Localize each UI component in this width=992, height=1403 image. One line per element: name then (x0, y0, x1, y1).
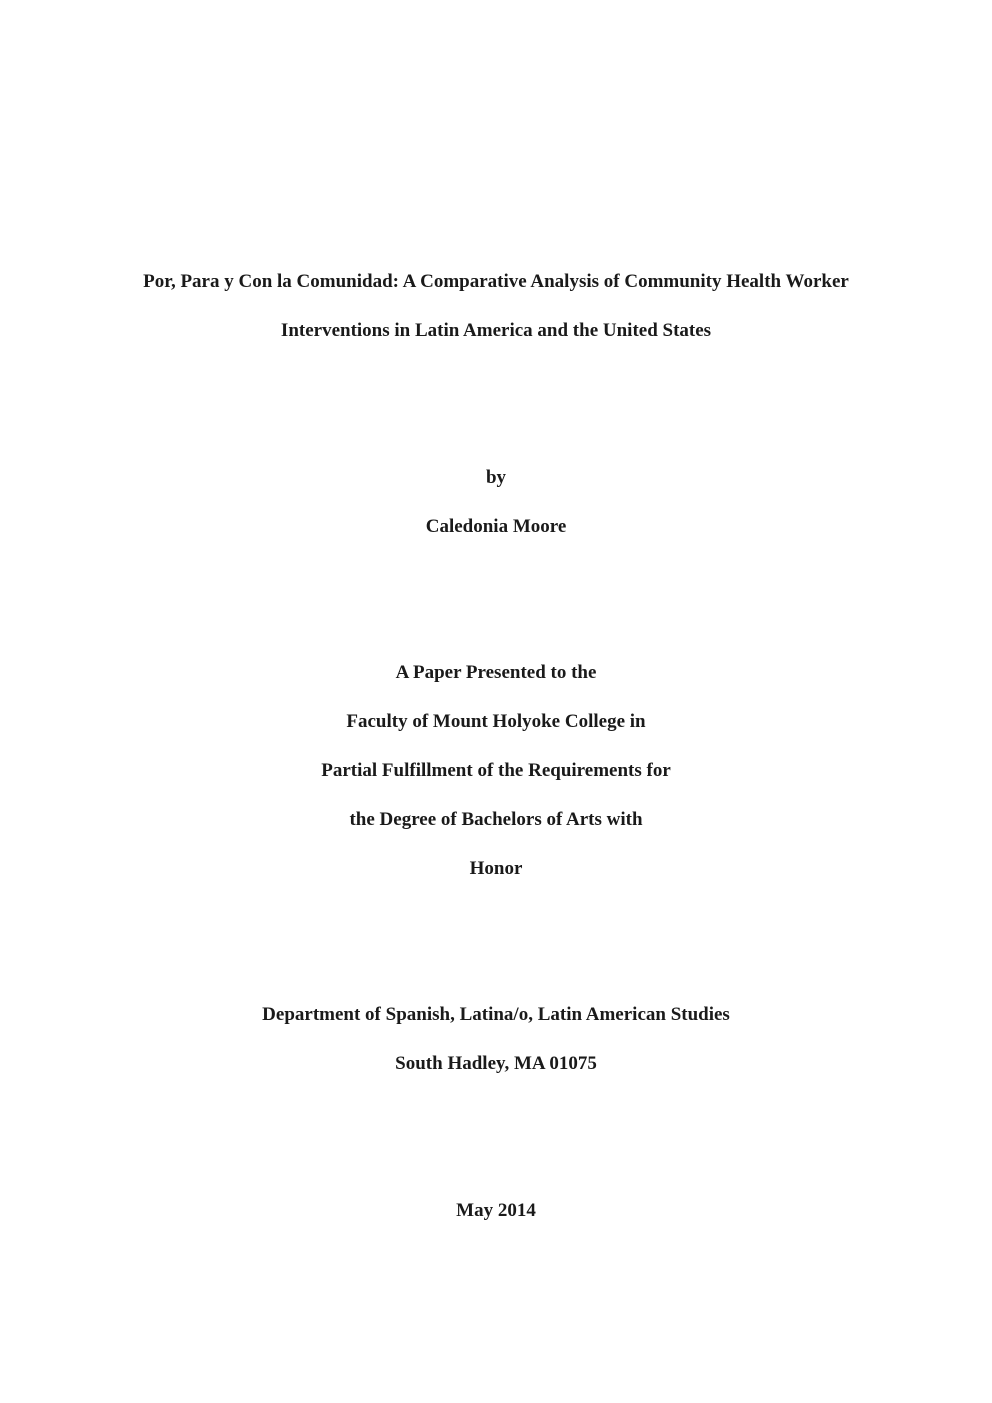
institution-address: South Hadley, MA 01075 (395, 1053, 597, 1074)
presentation-line-3: Partial Fulfillment of the Requirements for (321, 760, 671, 781)
presentation-line-2: Faculty of Mount Holyoke College in (346, 711, 646, 732)
presentation-line-4: the Degree of Bachelors of Arts with (349, 809, 643, 830)
presentation-line-5: Honor (469, 858, 523, 879)
paper-title-line-2: Interventions in Latin America and the United States (280, 320, 712, 341)
by-label: by (485, 467, 507, 488)
author-name: Caledonia Moore (425, 516, 567, 537)
presentation-line-1: A Paper Presented to the (395, 662, 597, 683)
department-name: Department of Spanish, Latina/o, Latin American Studies (262, 1004, 730, 1025)
paper-title-line-1: Por, Para y Con la Comunidad: A Comparative Analysis of Community Health Worker (143, 271, 849, 292)
submission-date: May 2014 (456, 1200, 536, 1221)
